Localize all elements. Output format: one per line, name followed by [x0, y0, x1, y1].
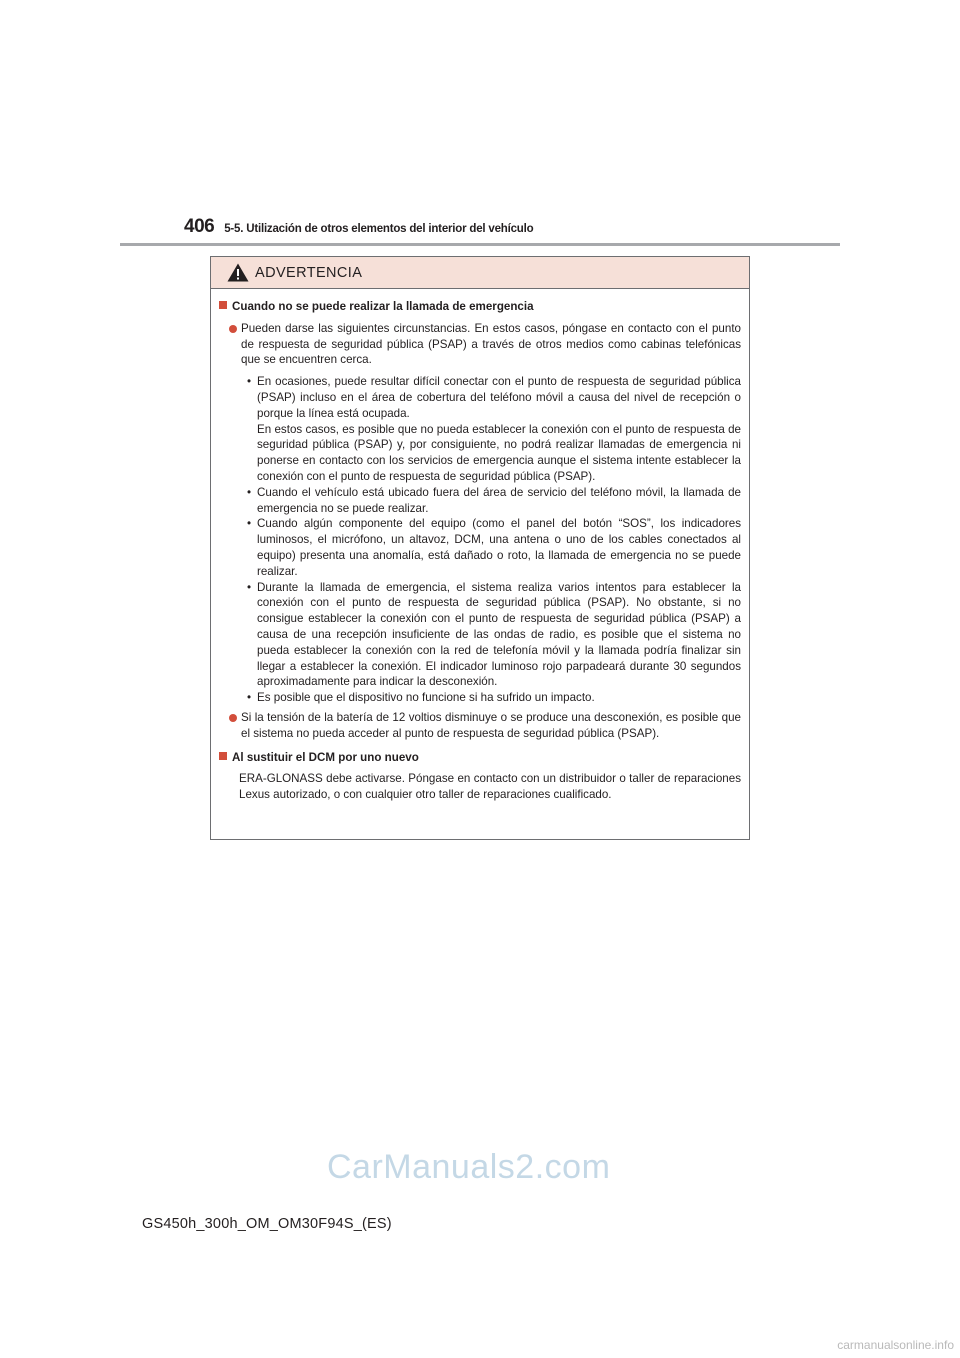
list-item: • Es posible que el dispositivo no funcione si ha sufrido un impacto. [247, 691, 595, 705]
square-bullet-icon [219, 752, 227, 760]
warning-box [210, 256, 750, 840]
page-number: 406 [184, 216, 215, 237]
section-heading-emergency-call: Cuando no se puede realizar la llamada de emergencia [219, 299, 741, 315]
list-item: Si la tensión de la batería de 12 voltios disminuye o se produce una desconexión, es posible que el sistema no pueda acceder al punto de respuesta de seguridad pública (PSAP). [229, 710, 741, 742]
circle-bullet-icon [229, 325, 237, 333]
warning-header [211, 257, 749, 289]
document-code: GS450h_300h_OM_OM30F94S_(ES) [142, 1216, 392, 1232]
watermark-logo: CarManuals2.com [327, 1148, 611, 1186]
list-item: • En ocasiones, puede resultar difícil conectar con el punto de respuesta de seguridad pública (PSAP) incluso en el área de cobertura del teléfono móvil a causa del nivel de recepción o porque la línea está ocupada. [247, 375, 741, 420]
sub-bullet-list [247, 374, 741, 706]
section-title: 5-5. Utilización de otros elementos del interior del vehículo [224, 223, 534, 235]
warning-title: ADVERTENCIA [255, 264, 363, 281]
warning-body [211, 289, 749, 803]
list-item: • Cuando algún componente del equipo (como el panel del botón “SOS”, los indicadores luminosos, el micrófono, un altavoz, DCM, una antena o uno de los cables conectados al equipo) presenta una anomalía, está dañado o roto, la llamada de emergencia no se puede realizar. [247, 517, 741, 578]
square-bullet-icon [219, 301, 227, 309]
list-item: • Cuando el vehículo está ubicado fuera del área de servicio del teléfono móvil, la llamada de emergencia no se puede realizar. [247, 485, 741, 515]
header-divider [120, 243, 840, 246]
list-item: • Durante la llamada de emergencia, el sistema realiza varios intentos para establecer la conexión con el punto de respuesta de seguridad pública (PSAP). No obstante, si no consigue establecer la conexión con el punto de respuesta de seguridad pública (PSAP) a causa de una recepción insuficiente de las ondas de radio, es posible que el sistema no pueda establecer la conexión con la red de telefonía móvil y la llamada podría finalizar sin llegar a establecer la conexión. El indicador luminoso rojo parpadeará durante 30 segundos aproximadamente para indicar la desconexión. [247, 580, 741, 689]
page-header [184, 216, 533, 242]
list-item: Pueden darse las siguientes circunstancias. En estos casos, póngase en contacto con el punto de respuesta de seguridad pública (PSAP) a través de otros medios como cabinas telefónicas que se encuentren cerca. [229, 321, 741, 368]
dcm-paragraph: ERA-GLONASS debe activarse. Póngase en contacto con un distribuidor o taller de reparaciones Lexus autorizado, o con cualquier otro taller de reparaciones cualificado. [239, 772, 741, 802]
section-heading-dcm: Al sustituir el DCM por uno nuevo [219, 750, 741, 766]
circle-bullet-icon [229, 714, 237, 722]
list-item: En estos casos, es posible que no pueda establecer la conexión con el punto de respuesta de seguridad pública (PSAP) y, por consiguiente, no podrá realizar llamadas de emergencia ni ponerse en contacto con los servicios de emergencia aunque el sistema intente establecer la conexión con el punto de respuesta de seguridad pública (PSAP). [257, 422, 741, 483]
watermark-corner: carmanualsonline.info [837, 1338, 954, 1352]
warning-triangle-icon [227, 263, 249, 282]
